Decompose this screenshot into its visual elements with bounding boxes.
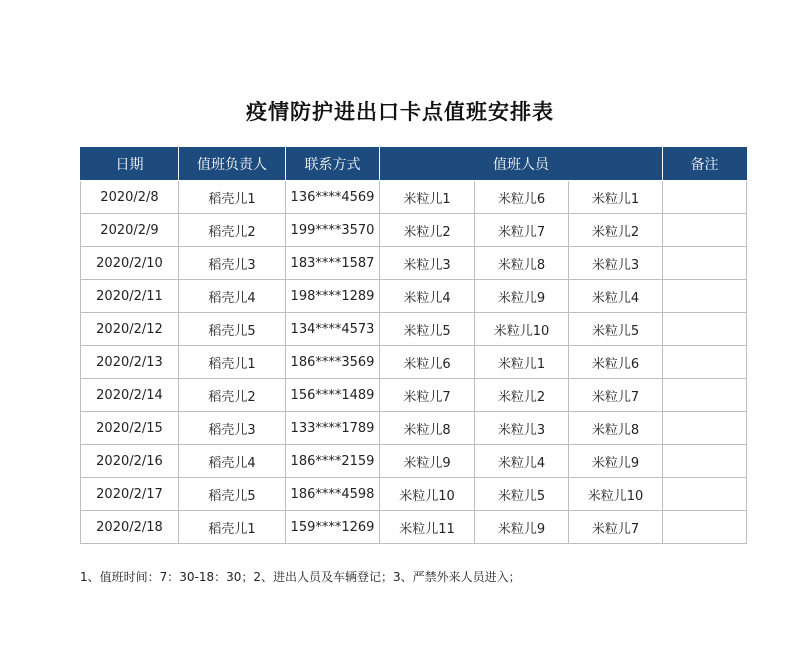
table-row xyxy=(81,511,747,544)
remark-cell xyxy=(663,181,747,214)
date-cell: 2020/2/16 xyxy=(81,445,179,478)
staff-cell: 米粒儿1 xyxy=(569,181,663,214)
date-cell: 2020/2/8 xyxy=(81,181,179,214)
leader-cell: 稻壳儿1 xyxy=(179,511,286,544)
staff-cell: 米粒儿9 xyxy=(380,445,475,478)
staff-cell: 米粒儿11 xyxy=(380,511,475,544)
leader-cell: 稻壳儿2 xyxy=(179,214,286,247)
contact-cell: 186****2159 xyxy=(286,445,380,478)
date-cell: 2020/2/17 xyxy=(81,478,179,511)
leader-cell: 稻壳儿1 xyxy=(179,181,286,214)
remark-cell xyxy=(663,511,747,544)
date-cell: 2020/2/9 xyxy=(81,214,179,247)
contact-cell: 134****4573 xyxy=(286,313,380,346)
staff-cell: 米粒儿6 xyxy=(475,181,569,214)
leader-cell: 稻壳儿4 xyxy=(179,280,286,313)
remark-cell xyxy=(663,445,747,478)
duty-roster-table xyxy=(80,147,747,544)
table-row xyxy=(81,214,747,247)
date-cell: 2020/2/18 xyxy=(81,511,179,544)
staff-cell: 米粒儿9 xyxy=(475,511,569,544)
table-header-row xyxy=(81,147,747,181)
staff-cell: 米粒儿10 xyxy=(475,313,569,346)
date-cell: 2020/2/14 xyxy=(81,379,179,412)
contact-cell: 199****3570 xyxy=(286,214,380,247)
staff-cell: 米粒儿1 xyxy=(380,181,475,214)
table-row xyxy=(81,478,747,511)
staff-cell: 米粒儿4 xyxy=(475,445,569,478)
leader-cell: 稻壳儿5 xyxy=(179,313,286,346)
staff-cell: 米粒儿1 xyxy=(475,346,569,379)
remark-cell xyxy=(663,280,747,313)
remark-cell xyxy=(663,346,747,379)
staff-cell: 米粒儿7 xyxy=(475,214,569,247)
date-cell: 2020/2/13 xyxy=(81,346,179,379)
leader-cell: 稻壳儿4 xyxy=(179,445,286,478)
contact-cell: 159****1269 xyxy=(286,511,380,544)
staff-cell: 米粒儿7 xyxy=(569,511,663,544)
leader-cell: 稻壳儿3 xyxy=(179,412,286,445)
staff-cell: 米粒儿3 xyxy=(475,412,569,445)
footnote: 1、值班时间：7：30-18：30；2、进出人员及车辆登记；3、严禁外来人员进入； xyxy=(80,570,521,584)
staff-cell: 米粒儿4 xyxy=(380,280,475,313)
staff-cell: 米粒儿5 xyxy=(380,313,475,346)
table-row xyxy=(81,412,747,445)
remark-cell xyxy=(663,247,747,280)
header-remark: 备注 xyxy=(663,147,747,181)
date-cell: 2020/2/10 xyxy=(81,247,179,280)
table-row xyxy=(81,280,747,313)
date-cell: 2020/2/12 xyxy=(81,313,179,346)
table-row xyxy=(81,181,747,214)
table-row xyxy=(81,346,747,379)
table-row xyxy=(81,445,747,478)
remark-cell xyxy=(663,478,747,511)
remark-cell xyxy=(663,214,747,247)
page-title: 疫情防护进出口卡点值班安排表 xyxy=(246,100,554,124)
staff-cell: 米粒儿5 xyxy=(475,478,569,511)
staff-cell: 米粒儿5 xyxy=(569,313,663,346)
remark-cell xyxy=(663,313,747,346)
contact-cell: 183****1587 xyxy=(286,247,380,280)
staff-cell: 米粒儿2 xyxy=(475,379,569,412)
leader-cell: 稻壳儿1 xyxy=(179,346,286,379)
header-staff: 值班人员 xyxy=(380,147,663,181)
contact-cell: 198****1289 xyxy=(286,280,380,313)
staff-cell: 米粒儿9 xyxy=(475,280,569,313)
table-row xyxy=(81,313,747,346)
contact-cell: 133****1789 xyxy=(286,412,380,445)
table-row xyxy=(81,379,747,412)
remark-cell xyxy=(663,379,747,412)
remark-cell xyxy=(663,412,747,445)
staff-cell: 米粒儿3 xyxy=(569,247,663,280)
leader-cell: 稻壳儿2 xyxy=(179,379,286,412)
header-contact: 联系方式 xyxy=(286,147,380,181)
date-cell: 2020/2/15 xyxy=(81,412,179,445)
staff-cell: 米粒儿8 xyxy=(380,412,475,445)
staff-cell: 米粒儿10 xyxy=(380,478,475,511)
contact-cell: 186****4598 xyxy=(286,478,380,511)
staff-cell: 米粒儿6 xyxy=(380,346,475,379)
staff-cell: 米粒儿2 xyxy=(380,214,475,247)
table-row xyxy=(81,247,747,280)
leader-cell: 稻壳儿5 xyxy=(179,478,286,511)
header-leader: 值班负责人 xyxy=(179,147,286,181)
staff-cell: 米粒儿8 xyxy=(475,247,569,280)
staff-cell: 米粒儿7 xyxy=(569,379,663,412)
table-body xyxy=(81,181,747,544)
contact-cell: 136****4569 xyxy=(286,181,380,214)
staff-cell: 米粒儿10 xyxy=(569,478,663,511)
staff-cell: 米粒儿7 xyxy=(380,379,475,412)
staff-cell: 米粒儿3 xyxy=(380,247,475,280)
staff-cell: 米粒儿4 xyxy=(569,280,663,313)
staff-cell: 米粒儿8 xyxy=(569,412,663,445)
header-date: 日期 xyxy=(81,147,179,181)
staff-cell: 米粒儿6 xyxy=(569,346,663,379)
date-cell: 2020/2/11 xyxy=(81,280,179,313)
staff-cell: 米粒儿9 xyxy=(569,445,663,478)
contact-cell: 156****1489 xyxy=(286,379,380,412)
contact-cell: 186****3569 xyxy=(286,346,380,379)
staff-cell: 米粒儿2 xyxy=(569,214,663,247)
leader-cell: 稻壳儿3 xyxy=(179,247,286,280)
